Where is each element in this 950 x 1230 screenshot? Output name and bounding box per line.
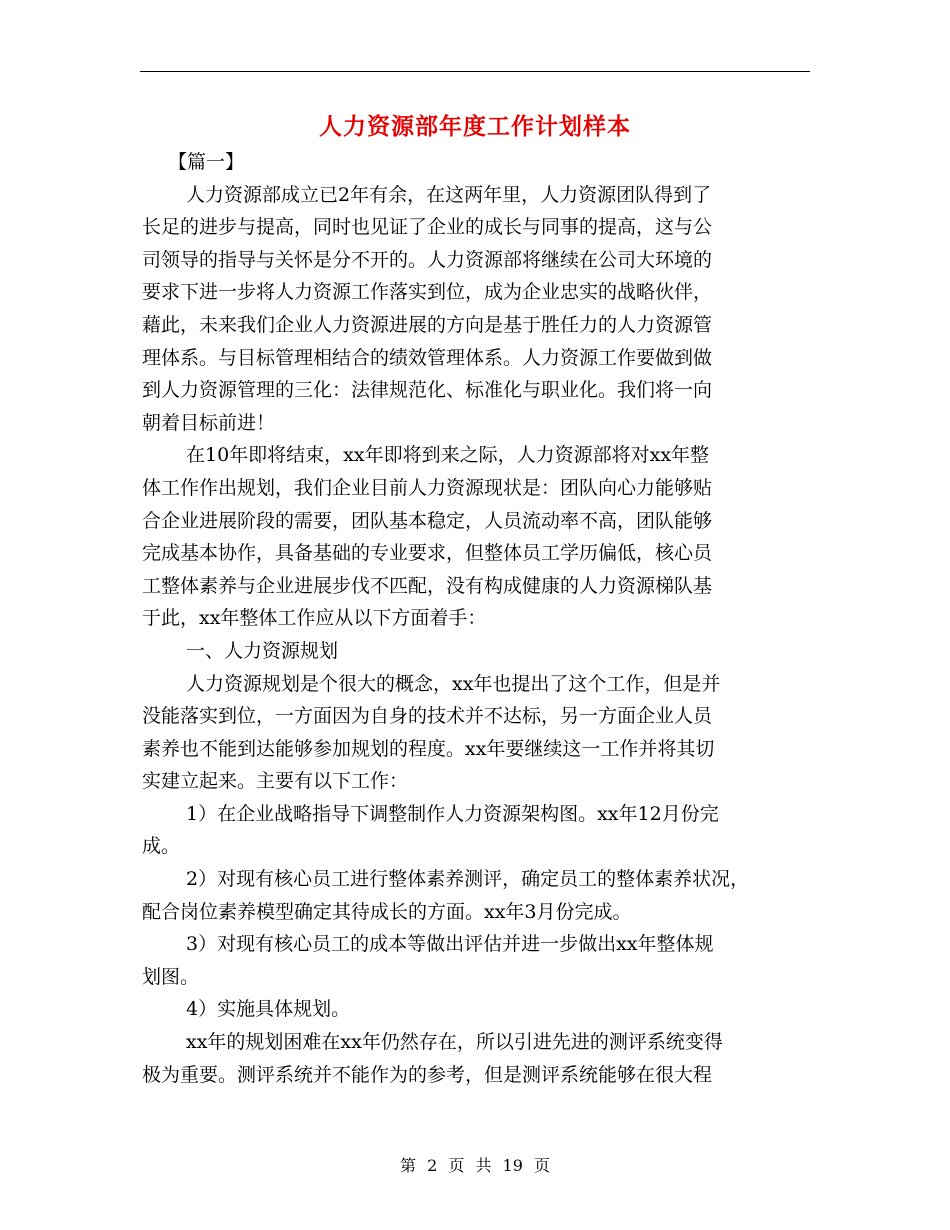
paragraph-line: 在10年即将结束，xx年即将到来之际，人力资源部将对xx年整 [186,444,710,467]
paragraph-line: 完成基本协作，具备基础的专业要求，但整体员工学历偏低，核心员 [142,542,713,565]
paragraph-line: 体工作作出规划，我们企业目前人力资源现状是：团队向心力能够贴 [142,476,713,499]
list-item-line: 3）对现有核心员工的成本等做出评估并进一步做出xx年整体规 [186,933,714,956]
paragraph-line: 长足的进步与提高，同时也见证了企业的成长与同事的提高，这与公 [142,216,713,239]
paragraph-line: 理体系。与目标管理相结合的绩效管理体系。人力资源工作要做到做 [142,346,713,369]
list-item-line: 配合岗位素养模型确定其待成长的方面。xx年3月份完成。 [142,900,632,923]
paragraph-line: 司领导的指导与关怀是分不开的。人力资源部将继续在公司大环境的 [142,248,713,271]
section-tag: 【篇一】 [168,151,245,173]
page-footer: 第 2 页 共 19 页 [400,1156,550,1175]
paragraph-line: 实建立起来。主要有以下工作： [142,770,409,793]
paragraph-line: 朝着目标前进！ [142,411,276,434]
list-item-line: 2）对现有核心员工进行整体素养测评，确定员工的整体素养状况， [186,868,750,891]
paragraph-line: 于此，xx年整体工作应从以下方面着手： [142,607,487,630]
list-item-line: 成。 [142,835,181,858]
header-rule [140,71,810,72]
paragraph-line: 工整体素养与企业进展步伐不匹配，没有构成健康的人力资源梯队基 [142,574,713,597]
document-title: 人力资源部年度工作计划样本 [319,113,631,140]
paragraph-line: 没能落实到位，一方面因为自身的技术并不达标，另一方面企业人员 [142,705,713,728]
paragraph-line: 藉此，未来我们企业人力资源进展的方向是基于胜任力的人力资源管 [142,313,713,336]
paragraph-line: 人力资源部成立已2年有余，在这两年里，人力资源团队得到了 [186,183,712,206]
paragraph-line: 素养也不能到达能够参加规划的程度。xx年要继续这一工作并将其切 [142,737,715,760]
paragraph-line: xx年的规划困难在xx年仍然存在，所以引进先进的测评系统变得 [186,1031,723,1054]
paragraph-line: 合企业进展阶段的需要，团队基本稳定，人员流动率不高，团队能够 [142,509,713,532]
list-item-line: 4）实施具体规划。 [186,998,351,1021]
section-heading: 一、人力资源规划 [186,639,339,662]
paragraph-line: 人力资源规划是个很大的概念，xx年也提出了这个工作，但是并 [186,672,721,695]
list-item-line: 1）在企业战略指导下调整制作人力资源架构图。xx年12月份完 [186,802,719,825]
list-item-line: 划图。 [142,965,200,988]
document-body [142,146,812,1091]
paragraph-line: 极为重要。测评系统并不能作为的参考，但是测评系统能够在很大程 [142,1063,713,1086]
paragraph-line: 要求下进一步将人力资源工作落实到位，成为企业忠实的战略伙伴， [142,281,713,304]
paragraph-line: 到人力资源管理的三化：法律规范化、标准化与职业化。我们将一向 [142,379,713,402]
